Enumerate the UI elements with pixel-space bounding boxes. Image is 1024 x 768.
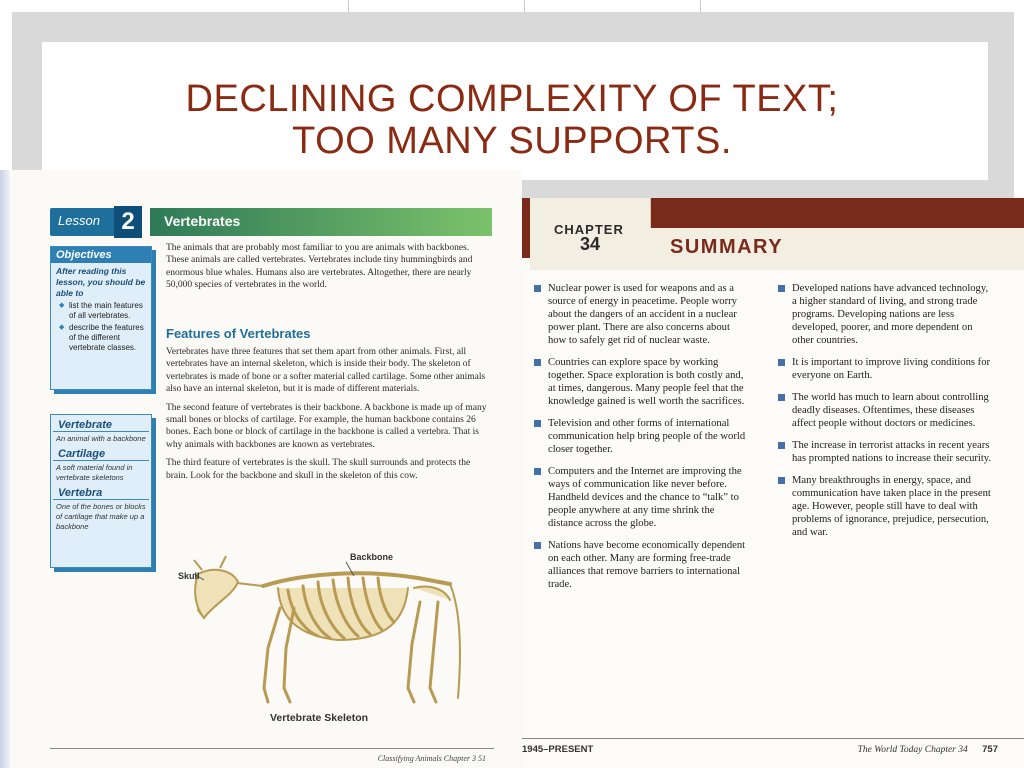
summary-item: Nations have become economically dependent on each other. Many are forming free-trade alliances that remove barriers to international trade.: [534, 539, 748, 591]
lesson-title-bar: [150, 208, 492, 236]
right-page-footer-era: 1945–PRESENT: [522, 744, 594, 755]
vocab-term: Cartilage: [53, 448, 149, 461]
vocab-definition: One of the bones or blocks of cartilage that make up a backbone: [56, 502, 146, 531]
vocab-term: Vertebra: [53, 487, 149, 500]
textbook-page-right: [522, 198, 1024, 768]
summary-item: Developed nations have advanced technology, a higher standard of living, and strong trade programs. Developing nations are less developed, poorer, and more dependent on other countries.: [778, 282, 992, 347]
slide-title: [0, 78, 1024, 162]
slide-title-line2: TOO MANY SUPPORTS.: [292, 120, 732, 162]
right-page-footer: [858, 744, 998, 755]
left-page-footer: Classifying Animals Chapter 3 51: [377, 754, 486, 763]
frame-divider: [348, 0, 349, 12]
lesson-word: Lesson: [58, 213, 100, 228]
summary-item: Nuclear power is used for weapons and as a source of energy in peacetime. People worry about the dangers of an accident in a nuclear power plant. There are also concerns about how to safely get rid of nuclear waste.: [534, 282, 748, 347]
footer-rule: [522, 738, 1024, 739]
objectives-lead: After reading this lesson, you should be able to: [56, 266, 146, 298]
summary-column-left: [534, 282, 748, 600]
objective-item: ◆ describe the features of the different vertebrate classes.: [59, 323, 147, 353]
vocab-definition: A soft material found in vertebrate skeletons: [56, 463, 133, 482]
intro-paragraph: The animals that are probably most familiar to you are animals with backbones. These animals are called vertebrates. Vertebrates include tiny hummingbirds and enormous blue whales. Humans also are vertebrates. Altogether, there are nearly 50,000 species of vertebrates in the world.: [166, 243, 473, 291]
chapter-box: [530, 198, 651, 270]
textbook-page-left: [0, 170, 522, 768]
lesson-tab: [50, 208, 142, 236]
objectives-heading: Objectives: [51, 247, 151, 263]
summary-column-right: [778, 282, 992, 548]
cow-skeleton-image: [168, 548, 488, 708]
footer-rule: [50, 748, 494, 749]
vocabulary-box: [50, 414, 152, 568]
body-paragraph: The third feature of vertebrates is the skull. The skull surrounds and protects the brain. Look for the backbone and skull in the skeleton of this cow.: [166, 458, 471, 481]
chapter-word: CHAPTER: [554, 222, 624, 237]
page-edge: [0, 170, 10, 768]
cow-skeleton-illustration: [168, 548, 488, 738]
summary-item: Computers and the Internet are improving the ways of communication like never before. Handheld devices and the chance to “talk” to people anywhere at any time shrink the distance across the globe.: [534, 465, 748, 530]
summary-heading: SUMMARY: [670, 236, 784, 258]
frame-divider: [700, 0, 701, 12]
vocab-definition: An animal with a backbone: [56, 434, 146, 443]
page-number: 757: [982, 744, 998, 755]
summary-item: The world has much to learn about controlling deadly diseases. Oftentimes, these diseases affect people without doctors or medicines.: [778, 391, 992, 430]
slide-title-line1: DECLINING COMPLEXITY OF TEXT;: [185, 78, 839, 120]
backbone-label: Backbone: [350, 552, 394, 562]
chapter-number: 34: [580, 234, 601, 254]
lesson-title: Vertebrates: [164, 213, 241, 229]
summary-item: It is important to improve living conditions for everyone on Earth.: [778, 356, 992, 382]
body-paragraph: Vertebrates have three features that set them apart from other animals. First, all vertebrates have an internal skeleton, which is inside their body. The skeleton of vertebrates is made of bone or a softer material called cartilage. Some other animals also have an internal skeleton, but it is made of different materials.: [166, 347, 486, 395]
intro-paragraph-block: [166, 242, 492, 298]
summary-item: Television and other forms of international communication help bring people of the world closer together.: [534, 417, 748, 456]
objectives-box: [50, 246, 152, 390]
lesson-number: 2: [114, 206, 142, 238]
vocab-term: Vertebrate: [53, 419, 149, 432]
footer-chapter-title: The World Today Chapter 34: [857, 745, 968, 755]
objectives-list: [51, 301, 151, 353]
skull-label: Skull: [178, 571, 200, 581]
summary-item: Many breakthroughs in energy, space, and communication have taken place in the present age. However, people still have to deal with problems of ignorance, prejudice, persecution, and war.: [778, 474, 992, 539]
figure-caption: Vertebrate Skeleton: [270, 712, 369, 724]
frame-divider: [524, 0, 525, 12]
objective-item: ◆ list the main features of all vertebrates.: [59, 301, 147, 321]
summary-item: Countries can explore space by working together. Space exploration is both costly and, at times, dangerous. Many people feel that the knowledge gained is well worth the sacrifices.: [534, 356, 748, 408]
summary-strip: [650, 228, 1024, 270]
body-paragraph: The second feature of vertebrates is their backbone. A backbone is made up of many small bones or blocks of cartilage. For example, the human backbone contains 26 bones. Each bone or block of cartilage in the backbone is called a vertebra. That is why animals with backbones are known as vertebrates.: [166, 402, 487, 450]
summary-item: The increase in terrorist attacks in recent years has prompted nations to increase their security.: [778, 439, 992, 465]
features-heading: Features of Vertebrates: [166, 326, 311, 341]
skull-shape: [195, 570, 238, 618]
features-text-block: [166, 346, 492, 488]
